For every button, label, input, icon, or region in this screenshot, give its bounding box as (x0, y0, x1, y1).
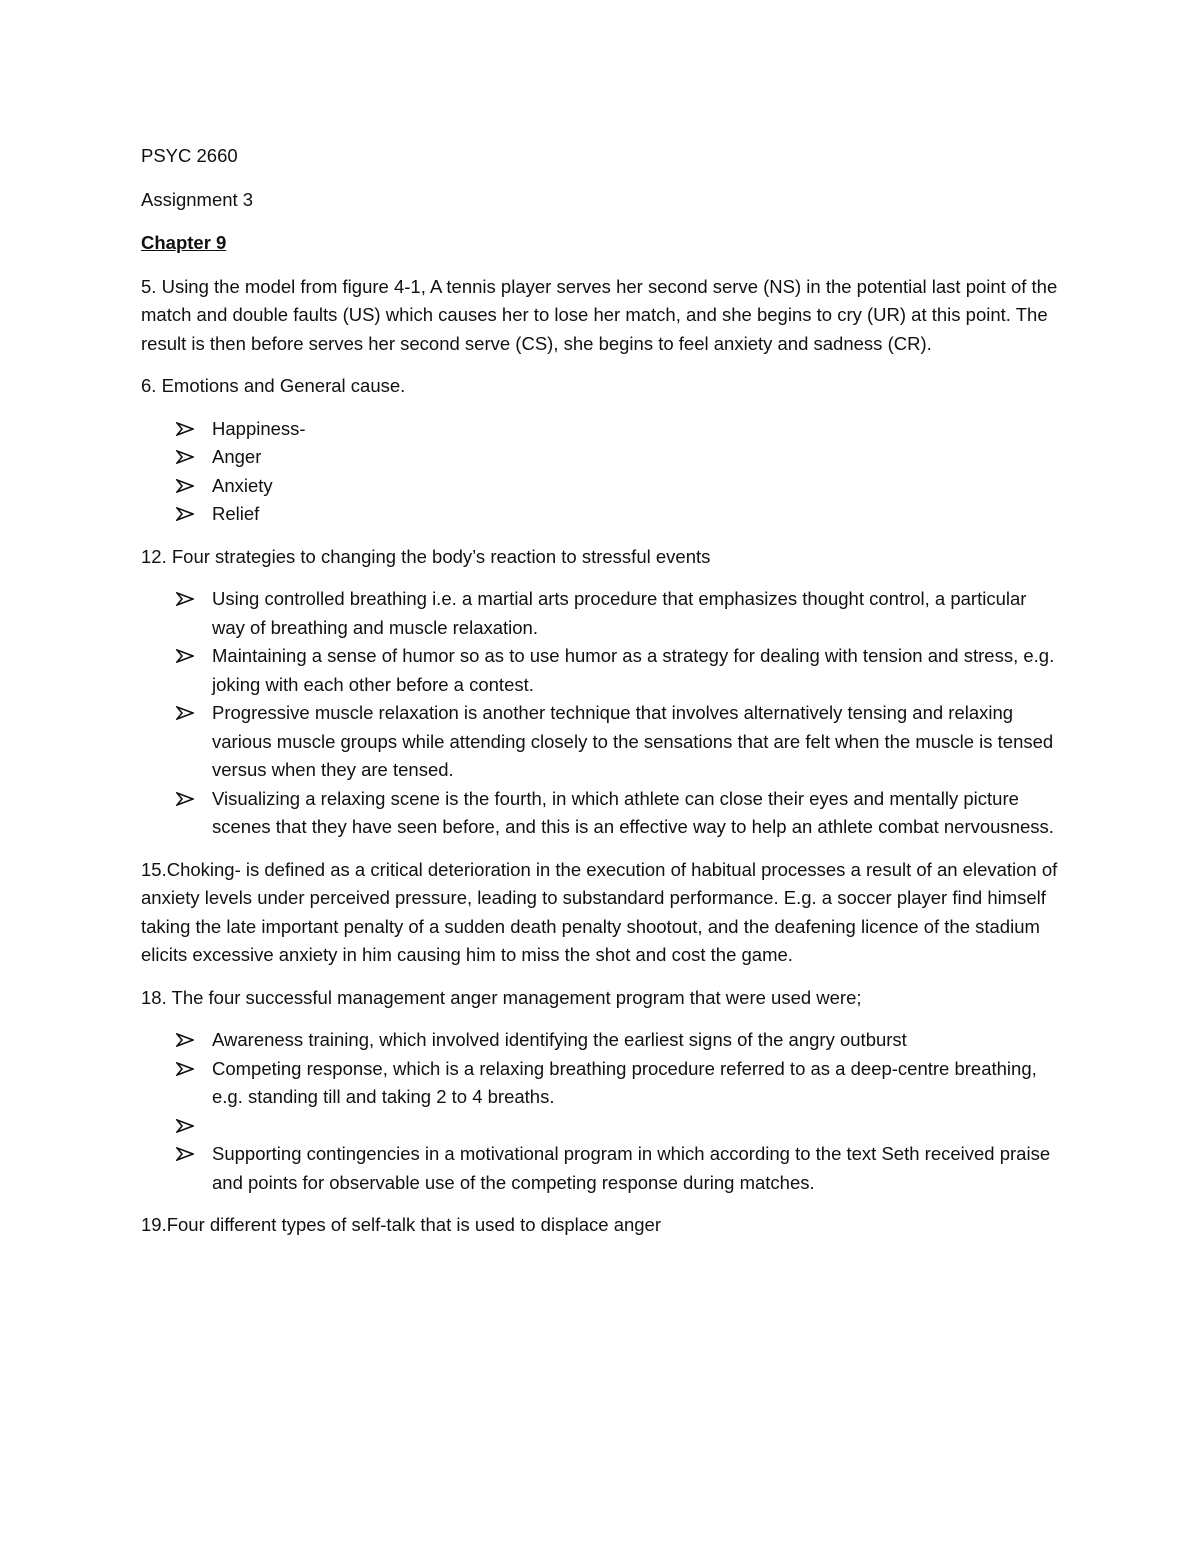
question-19-heading: 19.Four different types of self-talk that is used to displace anger (141, 1214, 662, 1235)
list-item-text: Progressive muscle relaxation is another technique that involves alternatively tensing and relaxing various muscle groups while attending closely to the sensations that are felt when the muscle is tensed versus when they are tensed. (212, 702, 1054, 780)
list-item (141, 1026, 1061, 1055)
list-item-text: Anger (212, 446, 262, 467)
list-item-text: Happiness- (212, 417, 306, 439)
list-item (141, 415, 1061, 444)
list-item (141, 699, 1061, 785)
arrowhead-bullet-icon (176, 785, 196, 813)
list-item (141, 1055, 1061, 1112)
list-item-text: Competing response, which is a relaxing breathing procedure referred to as a deep-centre breathing, e.g. standing till and taking 2 to 4 breaths. (212, 1057, 1037, 1107)
list-item (141, 585, 1061, 642)
list-item-text: Maintaining a sense of humor so as to use humor as a strategy for dealing with tension and stress, e.g. joking with each other before a contest. (212, 645, 1055, 695)
list-item (141, 443, 1061, 472)
question-5-text: Using the model from figure 4-1, A tennis player serves her second serve (NS) in the potential last point of the match and double faults (US) which causes her to lose her match, and she begins to cry (UR) at this point. The result is then before serves her second serve (CS), she begins to feel anxiety and sadness (CR). (141, 275, 1058, 354)
question-15: 15.Choking- is defined as a critical deterioration in the execution of habitual processes a result of an elevation of anxiety levels under perceived pressure, leading to substandard performance. E.g. a soccer player find himself taking the late important penalty of a sudden death penalty shootout, and the deafening licence of the stadium elicits excessive anxiety in him causing him to miss the shot and cost the game. (141, 858, 1058, 965)
list-item-text: Supporting contingencies in a motivational program in which according to the text Seth received praise and points for observable use of the competing response during matches. (212, 1143, 1051, 1193)
question-18-heading: 18. The four successful management anger management program that were used were; (141, 986, 862, 1008)
list-item-text: Anxiety (212, 474, 273, 496)
list-item (141, 500, 1061, 529)
arrowhead-bullet-icon (176, 415, 196, 443)
list-item-text (212, 1115, 217, 1136)
question-5 (141, 273, 1061, 359)
list-item-text: Using controlled breathing i.e. a martial arts procedure that emphasizes thought control, a particular way of breathing and muscle relaxation. (212, 588, 1027, 638)
arrowhead-bullet-icon (176, 585, 196, 613)
arrowhead-bullet-icon (176, 699, 196, 727)
document-page (141, 142, 1061, 1254)
question-6-list (141, 415, 1061, 529)
arrowhead-bullet-icon (176, 500, 196, 528)
list-item-text: Relief (212, 503, 260, 524)
list-item (141, 1140, 1061, 1197)
chapter-heading: Chapter 9 (141, 232, 227, 253)
list-item-text: Awareness training, which involved identifying the earliest signs of the angry outburst (212, 1029, 907, 1050)
question-5-number: 5. (141, 275, 157, 297)
arrowhead-bullet-icon (176, 642, 196, 670)
list-item-text: Visualizing a relaxing scene is the fourth, in which athlete can close their eyes and mentally picture scenes that they have seen before, and this is an effective way to help an athlete combat nervousness. (212, 787, 1054, 837)
arrowhead-bullet-icon (176, 1026, 196, 1054)
question-12-heading: 12. Four strategies to changing the body’s reaction to stressful events (141, 545, 711, 567)
arrowhead-bullet-icon (176, 1055, 196, 1083)
course-code: PSYC 2660 (141, 145, 238, 166)
question-18-list (141, 1026, 1061, 1197)
arrowhead-bullet-icon (176, 1140, 196, 1168)
arrowhead-bullet-icon (176, 443, 196, 471)
question-12-list (141, 585, 1061, 842)
arrowhead-bullet-icon (176, 472, 196, 500)
list-item (141, 472, 1061, 501)
assignment-title: Assignment 3 (141, 188, 254, 210)
list-item (141, 1112, 1061, 1141)
list-item (141, 642, 1061, 699)
list-item (141, 785, 1061, 842)
arrowhead-bullet-icon (176, 1112, 196, 1140)
question-6-heading: 6. Emotions and General cause. (141, 375, 406, 396)
